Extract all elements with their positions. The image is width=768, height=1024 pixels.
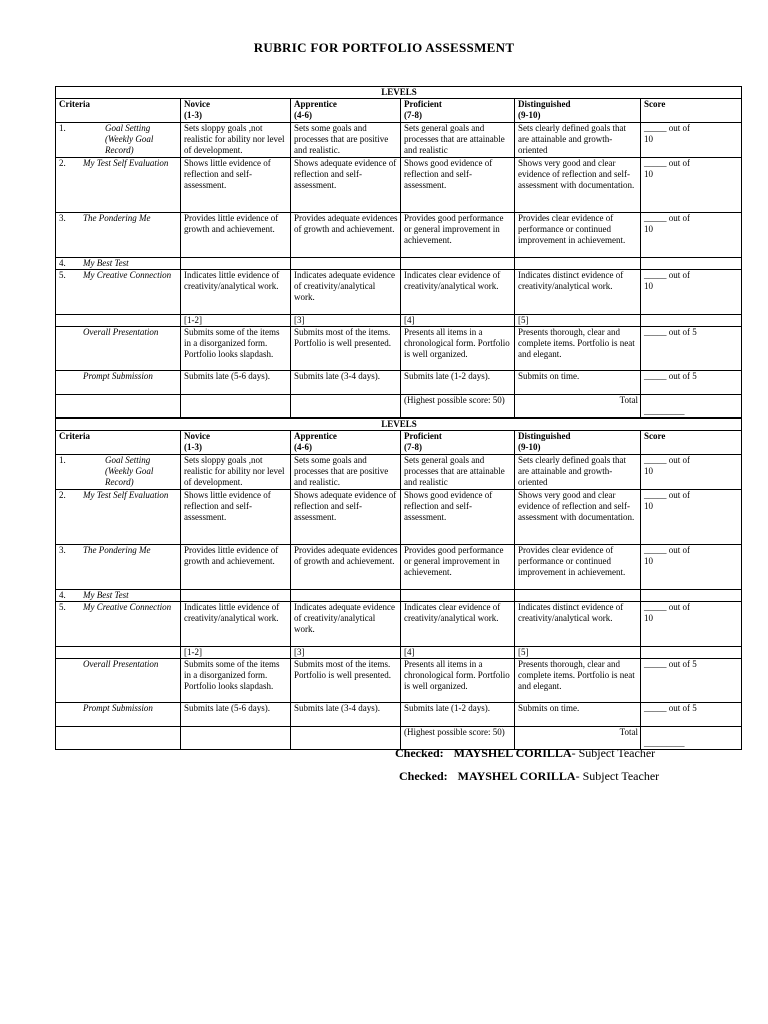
descriptor-apprentice <box>291 703 401 727</box>
descriptor-text: Shows good evidence of reflection and self-assessment. <box>404 490 493 522</box>
score-cell <box>641 270 742 315</box>
header-range: (7-8) <box>404 442 422 452</box>
descriptor-apprentice <box>291 602 401 647</box>
scale-apprentice <box>291 647 401 659</box>
header-proficient <box>401 99 515 123</box>
levels-heading: LEVELS <box>56 419 742 431</box>
table-cell <box>56 727 181 750</box>
score-cell <box>641 490 742 545</box>
scale-proficient <box>401 315 515 327</box>
teacher-name: MAYSHEL CORILLA <box>453 746 572 760</box>
table-row <box>56 419 742 431</box>
table-row <box>56 99 742 123</box>
header-distinguished <box>515 99 641 123</box>
descriptor-text: Provides little evidence of growth and achievement. <box>184 545 279 566</box>
descriptor-distinguished <box>515 602 641 647</box>
descriptor-apprentice <box>291 490 401 545</box>
criterion-number: 3. <box>59 213 66 223</box>
table-cell <box>515 258 641 270</box>
descriptor-text: Sets sloppy goals ,not realistic for ability nor level of development. <box>184 455 285 487</box>
scale-label: [1-2] <box>184 315 202 325</box>
header-label: Distinguished <box>518 99 571 109</box>
scale-apprentice <box>291 315 401 327</box>
descriptor-text: Submits late (1-2 days). <box>404 703 490 713</box>
criterion-name: Goal Setting (Weekly Goal Record) <box>105 455 154 487</box>
descriptor-novice <box>181 490 291 545</box>
descriptor-text: Shows adequate evidence of reflection and self-assessment. <box>294 158 397 190</box>
score-cell <box>641 158 742 213</box>
score-cell <box>641 327 742 371</box>
descriptor-novice <box>181 371 291 395</box>
total-blank <box>641 727 742 750</box>
descriptor-text: Provides little evidence of growth and achievement. <box>184 213 279 234</box>
rubric-table <box>55 418 742 750</box>
header-label: Score <box>644 99 666 109</box>
descriptor-distinguished <box>515 123 641 158</box>
descriptor-proficient <box>401 123 515 158</box>
scale-label: [4] <box>404 315 415 325</box>
table-cell <box>56 647 181 659</box>
score-blank: _____ out of <box>644 123 690 133</box>
criterion-number: 5. <box>59 602 66 612</box>
criterion-name: Goal Setting (Weekly Goal Record) <box>105 123 154 155</box>
table-cell <box>56 395 181 418</box>
header-range: (9-10) <box>518 442 541 452</box>
checked-signature-line <box>399 769 659 784</box>
table-cell <box>641 315 742 327</box>
descriptor-text: Submits most of the items. Portfolio is well presented. <box>294 327 391 348</box>
rubric-row-goal-setting <box>56 123 742 158</box>
table-cell <box>291 727 401 750</box>
descriptor-distinguished <box>515 327 641 371</box>
table-row <box>56 431 742 455</box>
header-label: Proficient <box>404 431 442 441</box>
criterion-name: Prompt Submission <box>83 703 153 713</box>
descriptor-text: Presents thorough, clear and complete items. Portfolio is neat and elegant. <box>518 659 635 691</box>
criterion-number: 4. <box>59 590 66 600</box>
score-blank: _____ out of <box>644 213 690 223</box>
descriptor-novice <box>181 158 291 213</box>
teacher-role: - Subject Teacher <box>575 769 660 783</box>
score-blank: _____ out of <box>644 455 690 465</box>
score-blank: _____ out of <box>644 545 690 555</box>
rubric-row-creative-connection <box>56 602 742 647</box>
header-label: Score <box>644 431 666 441</box>
table-cell <box>56 315 181 327</box>
criterion-cell <box>56 371 181 395</box>
score-blank: _____ out of <box>644 270 690 280</box>
criterion-number: 1. <box>59 123 66 133</box>
descriptor-apprentice <box>291 659 401 703</box>
descriptor-apprentice <box>291 158 401 213</box>
descriptor-proficient <box>401 270 515 315</box>
descriptor-text: Submits late (5-6 days). <box>184 371 270 381</box>
total-blank <box>641 395 742 418</box>
descriptor-text: Shows good evidence of reflection and self-assessment. <box>404 158 493 190</box>
criterion-cell <box>56 602 181 647</box>
descriptor-text: Indicates clear evidence of creativity/analytical work. <box>404 270 501 291</box>
note-text: (Highest possible score: 50) <box>404 727 505 737</box>
header-range: (4-6) <box>294 110 312 120</box>
criterion-number: 1. <box>59 455 66 465</box>
criterion-name: My Creative Connection <box>83 270 172 280</box>
total-blank-line: _________ <box>644 406 685 416</box>
scale-label: [1-2] <box>184 647 202 657</box>
rubric-row-best-test <box>56 590 742 602</box>
descriptor-text: Sets some goals and processes that are positive and realistic. <box>294 455 389 487</box>
descriptor-proficient <box>401 490 515 545</box>
descriptor-proficient <box>401 659 515 703</box>
header-criteria <box>56 99 181 123</box>
descriptor-distinguished <box>515 213 641 258</box>
header-apprentice <box>291 431 401 455</box>
descriptor-novice <box>181 545 291 590</box>
total-text: Total <box>619 395 638 405</box>
header-label: Apprentice <box>294 431 337 441</box>
header-score <box>641 99 742 123</box>
descriptor-proficient <box>401 371 515 395</box>
header-label: Apprentice <box>294 99 337 109</box>
descriptor-text: Presents thorough, clear and complete items. Portfolio is neat and elegant. <box>518 327 635 359</box>
descriptor-text: Submits late (3-4 days). <box>294 703 380 713</box>
table-cell <box>641 590 742 602</box>
criterion-cell <box>56 455 181 490</box>
descriptor-distinguished <box>515 371 641 395</box>
criterion-cell <box>56 545 181 590</box>
total-blank-line: _________ <box>644 738 685 748</box>
header-label: Novice <box>184 431 210 441</box>
descriptor-text: Shows very good and clear evidence of reflection and self-assessment with documentation. <box>518 158 635 190</box>
descriptor-text: Indicates distinct evidence of creativity/analytical work. <box>518 602 624 623</box>
descriptor-distinguished <box>515 270 641 315</box>
rubric-row-total <box>56 395 742 418</box>
criterion-name: My Creative Connection <box>83 602 172 612</box>
descriptor-text: Submits on time. <box>518 371 580 381</box>
descriptor-proficient <box>401 602 515 647</box>
score-max: 10 <box>644 134 653 144</box>
criterion-cell <box>56 213 181 258</box>
descriptor-text: Submits late (3-4 days). <box>294 371 380 381</box>
header-proficient <box>401 431 515 455</box>
descriptor-text: Submits late (1-2 days). <box>404 371 490 381</box>
criterion-name: Prompt Submission <box>83 371 153 381</box>
descriptor-text: Shows very good and clear evidence of reflection and self-assessment with documentation. <box>518 490 635 522</box>
descriptor-text: Sets clearly defined goals that are attainable and growth-oriented <box>518 123 626 155</box>
criterion-name: Overall Presentation <box>83 327 159 337</box>
descriptor-text: Provides good performance or general improvement in achievement. <box>404 213 504 245</box>
score-blank: _____ out of 5 <box>644 371 697 381</box>
scale-novice <box>181 647 291 659</box>
total-label <box>515 395 641 418</box>
score-blank: _____ out of 5 <box>644 659 697 669</box>
descriptor-novice <box>181 270 291 315</box>
descriptor-text: Sets general goals and processes that are attainable and realistic <box>404 455 505 487</box>
descriptor-text: Indicates clear evidence of creativity/analytical work. <box>404 602 501 623</box>
score-blank: _____ out of <box>644 490 690 500</box>
criterion-name: My Test Self Evaluation <box>83 490 169 500</box>
scale-label: [5] <box>518 315 529 325</box>
checked-signature-line <box>395 746 655 761</box>
criterion-cell <box>56 258 181 270</box>
descriptor-apprentice <box>291 455 401 490</box>
table-cell <box>291 258 401 270</box>
score-blank: _____ out of <box>644 602 690 612</box>
document-title: RUBRIC FOR PORTFOLIO ASSESSMENT <box>253 40 515 55</box>
descriptor-text: Submits late (5-6 days). <box>184 703 270 713</box>
table-cell <box>181 727 291 750</box>
table-cell <box>641 258 742 270</box>
descriptor-text: Shows adequate evidence of reflection and self-assessment. <box>294 490 397 522</box>
score-cell <box>641 602 742 647</box>
criterion-cell <box>56 659 181 703</box>
descriptor-distinguished <box>515 158 641 213</box>
header-novice <box>181 431 291 455</box>
descriptor-text: Sets some goals and processes that are positive and realistic. <box>294 123 389 155</box>
descriptor-text: Sets sloppy goals ,not realistic for ability nor level of development. <box>184 123 285 155</box>
descriptor-text: Provides adequate evidences of growth and achievement. <box>294 213 398 234</box>
descriptor-text: Indicates adequate evidence of creativity/analytical work. <box>294 602 395 634</box>
scale-label: [5] <box>518 647 529 657</box>
header-label: Criteria <box>59 431 90 441</box>
scale-distinguished <box>515 315 641 327</box>
criterion-name: My Best Test <box>83 590 129 600</box>
header-range: (1-3) <box>184 110 202 120</box>
descriptor-text: Presents all items in a chronological form. Portfolio is well organized. <box>404 327 510 359</box>
rubric-row-scale <box>56 647 742 659</box>
descriptor-text: Provides good performance or general improvement in achievement. <box>404 545 504 577</box>
descriptor-text: Provides clear evidence of performance or continued improvement in achievement. <box>518 545 626 577</box>
header-label: Novice <box>184 99 210 109</box>
score-max: 10 <box>644 501 653 511</box>
score-max: 10 <box>644 169 653 179</box>
descriptor-text: Submits some of the items in a disorganized form. Portfolio looks slapdash. <box>184 659 280 691</box>
score-cell <box>641 545 742 590</box>
descriptor-proficient <box>401 545 515 590</box>
descriptor-novice <box>181 327 291 371</box>
header-range: (1-3) <box>184 442 202 452</box>
descriptor-proficient <box>401 703 515 727</box>
highest-score-note <box>401 395 515 418</box>
rubric-row-prompt-submission <box>56 703 742 727</box>
score-max: 10 <box>644 613 653 623</box>
criterion-name: Overall Presentation <box>83 659 159 669</box>
descriptor-text: Provides adequate evidences of growth and achievement. <box>294 545 398 566</box>
rubric-row-best-test <box>56 258 742 270</box>
table-cell <box>515 590 641 602</box>
criterion-cell <box>56 703 181 727</box>
note-text: (Highest possible score: 50) <box>404 395 505 405</box>
score-cell <box>641 455 742 490</box>
table-cell <box>181 258 291 270</box>
header-range: (4-6) <box>294 442 312 452</box>
descriptor-novice <box>181 659 291 703</box>
score-cell <box>641 213 742 258</box>
table-cell <box>181 395 291 418</box>
rubric-row-prompt-submission <box>56 371 742 395</box>
descriptor-text: Submits most of the items. Portfolio is well presented. <box>294 659 391 680</box>
criterion-name: My Best Test <box>83 258 129 268</box>
teacher-role: - Subject Teacher <box>571 746 656 760</box>
rubric-table <box>55 86 742 418</box>
descriptor-proficient <box>401 158 515 213</box>
descriptor-novice <box>181 213 291 258</box>
descriptor-apprentice <box>291 270 401 315</box>
table-row <box>56 87 742 99</box>
descriptor-novice <box>181 602 291 647</box>
descriptor-text: Sets general goals and processes that are attainable and realistic <box>404 123 505 155</box>
criterion-name: My Test Self Evaluation <box>83 158 169 168</box>
header-apprentice <box>291 99 401 123</box>
scale-novice <box>181 315 291 327</box>
scale-proficient <box>401 647 515 659</box>
criterion-cell <box>56 123 181 158</box>
rubric-row-pondering <box>56 545 742 590</box>
rubric-row-self-evaluation <box>56 158 742 213</box>
descriptor-apprentice <box>291 371 401 395</box>
descriptor-apprentice <box>291 545 401 590</box>
header-label: Distinguished <box>518 431 571 441</box>
score-max: 10 <box>644 466 653 476</box>
descriptor-text: Submits some of the items in a disorganized form. Portfolio looks slapdash. <box>184 327 280 359</box>
descriptor-novice <box>181 703 291 727</box>
descriptor-text: Sets clearly defined goals that are attainable and growth-oriented <box>518 455 626 487</box>
table-cell <box>291 395 401 418</box>
descriptor-novice <box>181 123 291 158</box>
rubric-tables <box>55 86 741 750</box>
rubric-row-pondering <box>56 213 742 258</box>
criterion-cell <box>56 490 181 545</box>
score-max: 10 <box>644 556 653 566</box>
score-max: 10 <box>644 224 653 234</box>
descriptor-apprentice <box>291 213 401 258</box>
criterion-number: 2. <box>59 158 66 168</box>
descriptor-proficient <box>401 213 515 258</box>
criterion-name: The Pondering Me <box>83 545 151 555</box>
descriptor-text: Provides clear evidence of performance or continued improvement in achievement. <box>518 213 626 245</box>
rubric-row-goal-setting <box>56 455 742 490</box>
descriptor-novice <box>181 455 291 490</box>
header-range: (9-10) <box>518 110 541 120</box>
descriptor-apprentice <box>291 123 401 158</box>
score-cell <box>641 371 742 395</box>
header-distinguished <box>515 431 641 455</box>
criterion-name: The Pondering Me <box>83 213 151 223</box>
rubric-row-creative-connection <box>56 270 742 315</box>
header-label: Proficient <box>404 99 442 109</box>
criterion-cell <box>56 270 181 315</box>
table-cell <box>181 590 291 602</box>
descriptor-text: Submits on time. <box>518 703 580 713</box>
descriptor-distinguished <box>515 703 641 727</box>
descriptor-text: Indicates little evidence of creativity/analytical work. <box>184 602 280 623</box>
score-cell <box>641 703 742 727</box>
checked-label: Checked: <box>399 769 448 783</box>
descriptor-distinguished <box>515 659 641 703</box>
descriptor-proficient <box>401 455 515 490</box>
scale-label: [3] <box>294 647 305 657</box>
criterion-cell <box>56 327 181 371</box>
criterion-number: 5. <box>59 270 66 280</box>
header-criteria <box>56 431 181 455</box>
header-score <box>641 431 742 455</box>
header-label: Criteria <box>59 99 90 109</box>
score-blank: _____ out of <box>644 158 690 168</box>
descriptor-text: Indicates adequate evidence of creativity/analytical work. <box>294 270 395 302</box>
descriptor-distinguished <box>515 490 641 545</box>
teacher-name: MAYSHEL CORILLA <box>457 769 576 783</box>
descriptor-text: Shows little evidence of reflection and self-assessment. <box>184 490 271 522</box>
total-text: Total <box>619 727 638 737</box>
score-blank: _____ out of 5 <box>644 327 697 337</box>
rubric-row-scale <box>56 315 742 327</box>
checked-label: Checked: <box>395 746 444 760</box>
rubric-row-self-evaluation <box>56 490 742 545</box>
descriptor-text: Shows little evidence of reflection and self-assessment. <box>184 158 271 190</box>
descriptor-distinguished <box>515 545 641 590</box>
criterion-cell <box>56 590 181 602</box>
descriptor-text: Indicates little evidence of creativity/analytical work. <box>184 270 280 291</box>
levels-heading: LEVELS <box>56 87 742 99</box>
table-cell <box>641 647 742 659</box>
header-range: (7-8) <box>404 110 422 120</box>
criterion-number: 2. <box>59 490 66 500</box>
descriptor-apprentice <box>291 327 401 371</box>
header-novice <box>181 99 291 123</box>
criterion-number: 4. <box>59 258 66 268</box>
table-cell <box>401 258 515 270</box>
criterion-cell <box>56 158 181 213</box>
scale-distinguished <box>515 647 641 659</box>
criterion-number: 3. <box>59 545 66 555</box>
rubric-row-presentation <box>56 659 742 703</box>
score-blank: _____ out of 5 <box>644 703 697 713</box>
descriptor-distinguished <box>515 455 641 490</box>
descriptor-text: Indicates distinct evidence of creativity/analytical work. <box>518 270 624 291</box>
descriptor-text: Presents all items in a chronological form. Portfolio is well organized. <box>404 659 510 691</box>
table-cell <box>401 590 515 602</box>
descriptor-proficient <box>401 327 515 371</box>
score-cell <box>641 659 742 703</box>
rubric-row-presentation <box>56 327 742 371</box>
score-cell <box>641 123 742 158</box>
score-max: 10 <box>644 281 653 291</box>
table-cell <box>291 590 401 602</box>
scale-label: [4] <box>404 647 415 657</box>
scale-label: [3] <box>294 315 305 325</box>
